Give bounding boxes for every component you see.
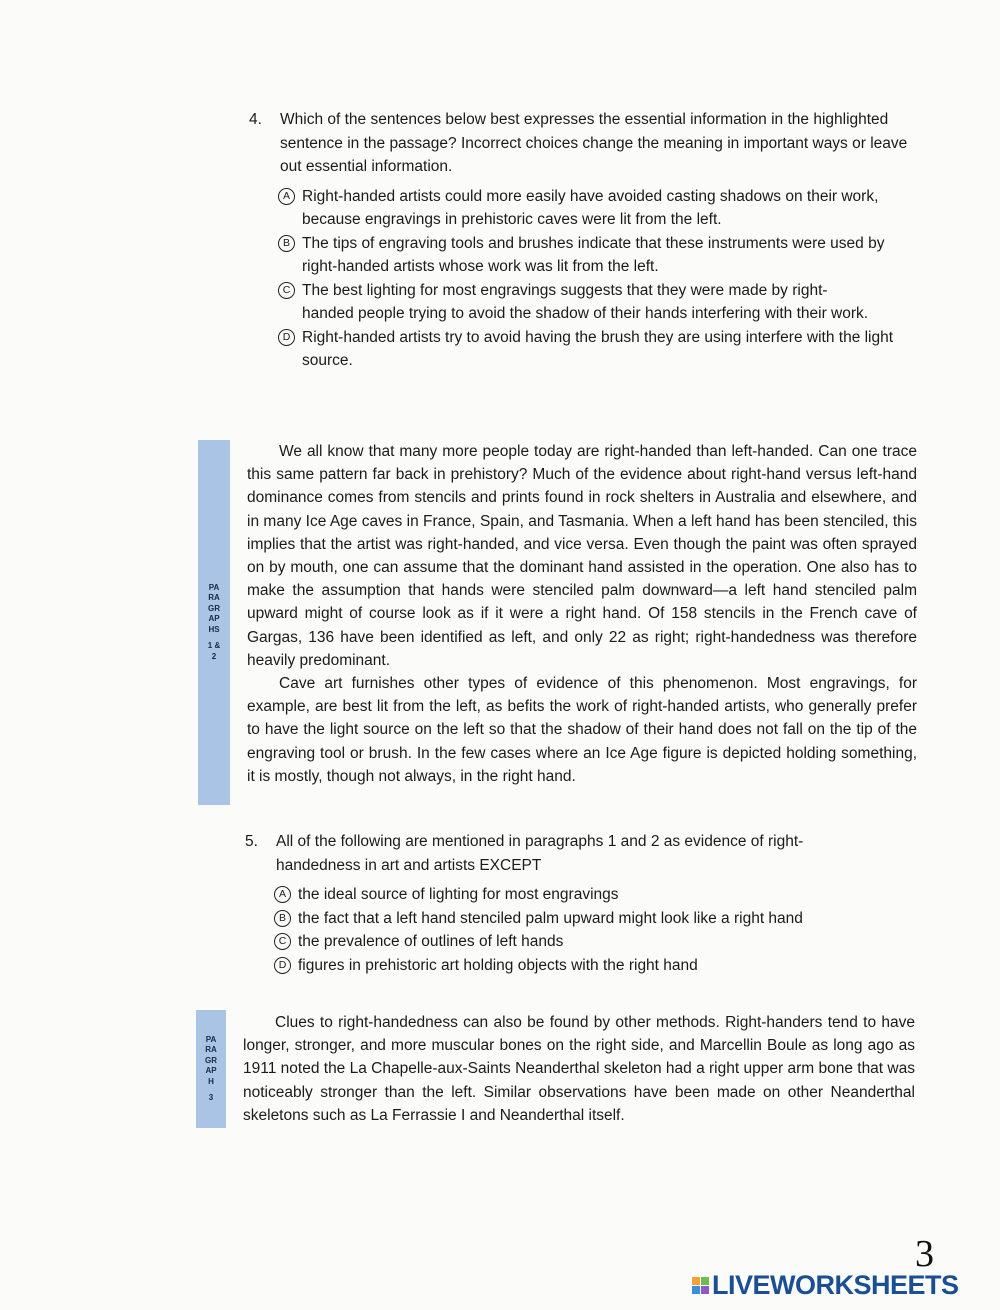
brand-grid-icon bbox=[692, 1277, 709, 1294]
option-a[interactable] bbox=[274, 883, 845, 907]
option-letter-circle: B bbox=[274, 910, 291, 927]
option-d[interactable] bbox=[278, 326, 909, 373]
question-stem: All of the following are mentioned in paragraphs 1 and 2 as evidence of right-handedness in art and artists EXCEPT bbox=[276, 833, 804, 874]
option-text: the ideal source of lighting for most engravings bbox=[298, 886, 619, 903]
option-b[interactable] bbox=[274, 907, 845, 931]
passage-paragraphs-1-2 bbox=[247, 440, 917, 788]
option-letter-circle: B bbox=[278, 235, 295, 252]
paragraph-sidebar-tab bbox=[198, 440, 230, 805]
liveworksheets-logo[interactable] bbox=[692, 1270, 959, 1300]
sidebar-label: PARAGRAPHS bbox=[208, 582, 220, 634]
paragraph-2: Cave art furnishes other types of evidence of this phenomenon. Most engravings, for example, are best lit from the left, as befits the work of right-handed artists, who generally prefer to have the light source on the left so that the shadow of their hand does not fall on the tip of the engraving tool or brush. In the few cases where an Ice Age figure is depicted holding something, it is mostly, though not always, in the right hand. bbox=[247, 675, 917, 785]
option-text: the prevalence of outlines of left hands bbox=[298, 933, 564, 950]
option-letter-circle: D bbox=[274, 957, 291, 974]
question-4 bbox=[249, 108, 909, 373]
option-text: The best lighting for most engravings suggests that they were made by right-handed people trying to avoid the shadow of their hands interfering with their work. bbox=[302, 281, 869, 322]
option-text: The tips of engraving tools and brushes indicate that these instruments were used by right-handed artists whose work was lit from the left. bbox=[302, 234, 885, 275]
option-a[interactable] bbox=[278, 185, 909, 232]
question-number: 4. bbox=[249, 111, 262, 128]
paragraph-sidebar-tab bbox=[196, 1010, 226, 1128]
paragraph-3: Clues to right-handedness can also be found by other methods. Right-handers tend to have longer, stronger, and more muscular bones on the right side, and Marcellin Boule as long ago as 1911 noted the La Chapelle-aux-Saints Neanderthal skeleton had a right upper arm bone that was noticeably stronger than the left. Similar observations have been made on other Neanderthal skeletons such as La Ferrassie I and Neanderthal itself. bbox=[243, 1014, 915, 1124]
sidebar-label: PARAGRAPH bbox=[205, 1034, 217, 1086]
brand-name: LIVEWORKSHEETS bbox=[712, 1269, 959, 1300]
page-number: 3 bbox=[915, 1233, 934, 1275]
option-letter-circle: A bbox=[278, 188, 295, 205]
option-b[interactable] bbox=[278, 232, 909, 279]
question-stem: Which of the sentences below best expresses the essential information in the highlighted sentence in the passage? Incorrect choices change the meaning in important ways or leave out essential information. bbox=[280, 111, 908, 175]
option-letter-circle: C bbox=[278, 282, 295, 299]
option-letter-circle: D bbox=[278, 329, 295, 346]
option-text: figures in prehistoric art holding objects with the right hand bbox=[298, 956, 698, 974]
paragraph-1: We all know that many more people today are right-handed than left-handed. Can one trace this same pattern far back in prehistory? Much of the evidence about right-hand versus left-hand dominance comes from stencils and prints found in rock shelters in Australia and elsewhere, and in many Ice Age caves in France, Spain, and Tasmania. When a left hand has been stenciled, this implies that the artist was right-handed, and vice versa. Even though the paint was often sprayed on by mouth, one can assume that the dominant hand assisted in the operation. One also has to make the assumption that hands were stenciled palm downward—a left hand stenciled palm upward might of course look as if it were a right hand. Of 158 stencils in the French cave of Gargas, 136 have been identified as left, and only 22 as right; right-handedness was therefore heavily predominant. bbox=[247, 443, 917, 669]
passage-paragraph-3 bbox=[243, 1011, 915, 1127]
option-text: Right-handed artists try to avoid having the brush they are using interfere with the light source. bbox=[302, 328, 894, 369]
option-d[interactable] bbox=[274, 954, 845, 978]
option-text: the fact that a left hand stenciled palm upward might look like a right hand bbox=[298, 909, 803, 927]
option-c[interactable] bbox=[274, 930, 845, 954]
sidebar-range: 1 & 2 bbox=[207, 641, 221, 661]
sidebar-range: 3 bbox=[208, 1093, 214, 1102]
option-text: Right-handed artists could more easily have avoided casting shadows on their work, because engravings in prehistoric caves were lit from the left. bbox=[302, 187, 879, 228]
question-5 bbox=[245, 830, 845, 977]
option-letter-circle: C bbox=[274, 933, 291, 950]
option-letter-circle: A bbox=[274, 886, 291, 903]
question-number: 5. bbox=[245, 833, 258, 850]
option-c[interactable] bbox=[278, 279, 909, 326]
